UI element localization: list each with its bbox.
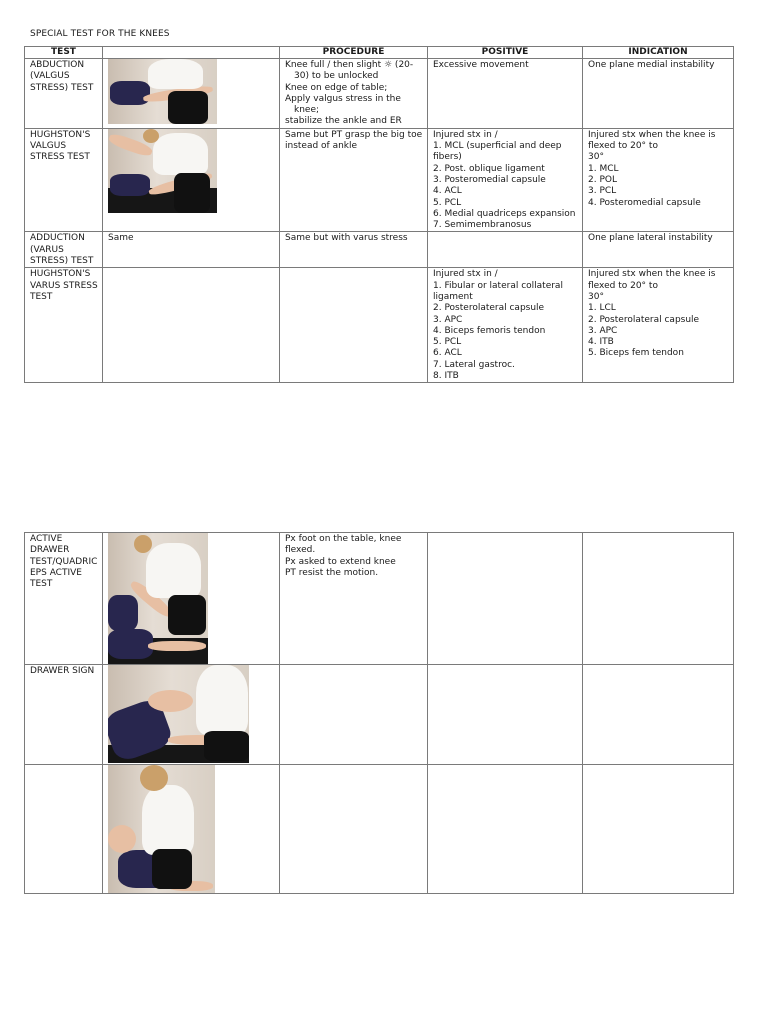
header-procedure: PROCEDURE <box>280 47 428 59</box>
active-drawer-photo <box>108 533 208 664</box>
drawer-test-photo <box>108 765 215 893</box>
table-row <box>25 232 734 268</box>
indication-cell: One plane lateral instability <box>583 232 734 268</box>
table-row <box>25 665 734 765</box>
image-cell <box>103 268 280 383</box>
table-row <box>25 128 734 232</box>
indication-cell: Injured stx when the knee is flexed to 20° to 30° 1. LCL 2. Posterolateral capsule 3. APC 4. ITB 5. Biceps fem tendon <box>583 268 734 383</box>
positive-cell: Injured stx in / 1. MCL (superficial and deep fibers) 2. Post. oblique ligament 3. Posteromedial capsule 4. ACL 5. PCL 6. Medial quadriceps expansion 7. Semimembranosus <box>428 128 583 232</box>
knee-tests-table <box>24 46 734 383</box>
procedure-cell: Knee full / then slight ☼ (20- 30) to be unlocked Knee on edge of table; Apply valgus stress in the knee; stabilize the ankle and ER <box>280 59 428 129</box>
image-cell: Same <box>103 232 280 268</box>
table-row <box>25 268 734 383</box>
image-cell <box>103 128 280 232</box>
test-name-cell: ACTIVE DRAWER TEST/QUADRIC EPS ACTIVE TEST <box>25 533 103 665</box>
test-name-cell: ADDUCTION (VARUS STRESS) TEST <box>25 232 103 268</box>
test-name-cell: HUGHSTON'S VARUS STRESS TEST <box>25 268 103 383</box>
image-cell <box>103 665 280 765</box>
table-row <box>25 765 734 894</box>
positive-cell: Injured stx in / 1. Fibular or lateral collateral ligament 2. Posterolateral capsule 3. APC 4. Biceps femoris tendon 5. PCL 6. ACL 7. Lateral gastroc. 8. ITB <box>428 268 583 383</box>
positive-cell <box>428 232 583 268</box>
image-cell <box>103 533 280 665</box>
test-name-cell <box>25 765 103 894</box>
header-image <box>103 47 280 59</box>
procedure-cell: Same but PT grasp the big toe instead of ankle <box>280 128 428 232</box>
positive-cell <box>428 533 583 665</box>
test-name-cell: HUGHSTON'S VALGUS STRESS TEST <box>25 128 103 232</box>
procedure-cell <box>280 665 428 765</box>
document-title: SPECIAL TEST FOR THE KNEES <box>30 29 170 39</box>
image-cell <box>103 59 280 129</box>
positive-cell <box>428 665 583 765</box>
drawer-sign-photo <box>108 665 249 763</box>
table-row <box>25 59 734 129</box>
header-positive: POSITIVE <box>428 47 583 59</box>
procedure-cell <box>280 765 428 894</box>
table-row <box>25 533 734 665</box>
image-cell <box>103 765 280 894</box>
positive-cell <box>428 765 583 894</box>
indication-cell <box>583 765 734 894</box>
indication-cell: One plane medial instability <box>583 59 734 129</box>
procedure-cell: Same but with varus stress <box>280 232 428 268</box>
indication-cell <box>583 665 734 765</box>
procedure-cell <box>280 268 428 383</box>
test-name-cell: ABDUCTION (VALGUS STRESS) TEST <box>25 59 103 129</box>
test-name-cell: DRAWER SIGN <box>25 665 103 765</box>
indication-cell <box>583 533 734 665</box>
procedure-cell: Px foot on the table, knee flexed. Px asked to extend knee PT resist the motion. <box>280 533 428 665</box>
header-indication: INDICATION <box>583 47 734 59</box>
knee-tests-table-2 <box>24 532 734 894</box>
hughston-valgus-photo <box>108 129 217 213</box>
valgus-stress-photo <box>108 59 217 124</box>
header-test: TEST <box>25 47 103 59</box>
positive-cell: Excessive movement <box>428 59 583 129</box>
indication-cell: Injured stx when the knee is flexed to 20° to 30° 1. MCL 2. POL 3. PCL 4. Posteromedial capsule <box>583 128 734 232</box>
